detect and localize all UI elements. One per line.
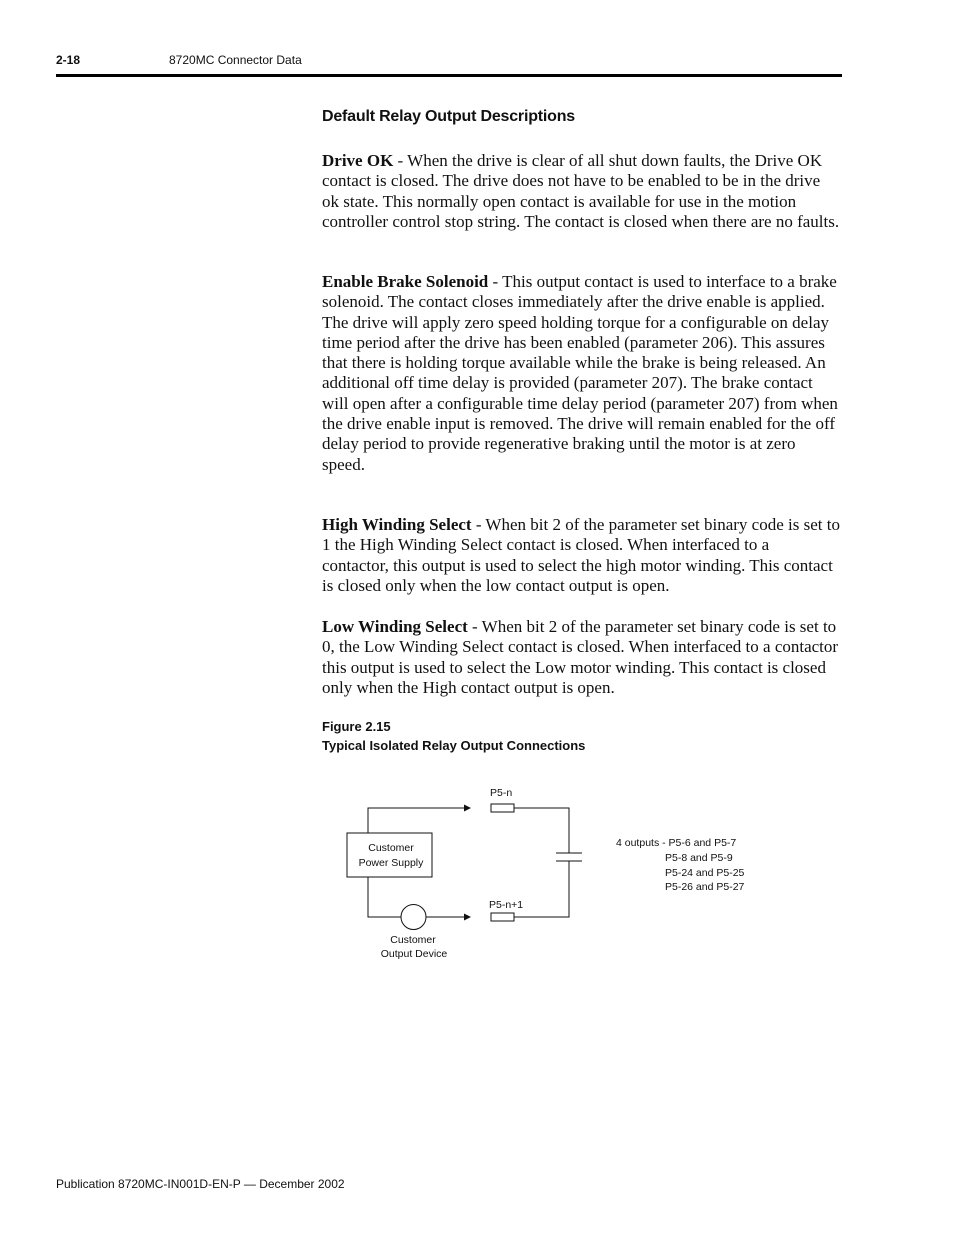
relay-output-diagram bbox=[340, 780, 760, 970]
term-drive-ok: Drive OK bbox=[322, 151, 394, 170]
term-low-winding-select: Low Winding Select bbox=[322, 617, 468, 636]
wire-bottom bbox=[368, 877, 401, 917]
terminal-top-label: P5-n bbox=[490, 787, 513, 799]
arrow-top-icon bbox=[464, 805, 471, 812]
terminal-bottom bbox=[491, 913, 514, 921]
power-supply-label-2: Power Supply bbox=[358, 857, 424, 869]
outputs-label-4: P5-26 and P5-27 bbox=[665, 881, 745, 893]
page-number: 2-18 bbox=[56, 53, 81, 67]
output-device-circle bbox=[401, 905, 426, 930]
arrow-bottom-icon bbox=[464, 914, 471, 921]
outputs-label-3: P5-24 and P5-25 bbox=[665, 867, 745, 879]
running-title: 8720MC Connector Data bbox=[169, 53, 302, 67]
paragraph-drive-ok bbox=[322, 151, 840, 232]
output-device-label-1: Customer bbox=[390, 934, 436, 946]
paragraph-high-winding-select bbox=[322, 515, 840, 596]
term-enable-brake-solenoid: Enable Brake Solenoid bbox=[322, 272, 489, 291]
terminal-bottom-label: P5-n+1 bbox=[489, 899, 524, 911]
section-heading: Default Relay Output Descriptions bbox=[322, 108, 575, 125]
paragraph-low-winding-select bbox=[322, 617, 840, 698]
term-high-winding-select: High Winding Select bbox=[322, 515, 472, 534]
paragraph-text: - When bit 2 of the parameter set binary code is set to 0, the Low Winding Select contact is closed. When interfaced to a contactor this output is used to select the Low motor winding. This contact is closed only when the High contact output is open. bbox=[322, 617, 839, 697]
outputs-label-2: P5-8 and P5-9 bbox=[665, 852, 733, 864]
paragraph-text: - This output contact is used to interface to a brake solenoid. The contact closes immediately after the drive enable is applied. The drive will apply zero speed holding torque for a configurable on delay time period after the drive has been enabled (parameter 206). This assures that there is holding torque available while the brake is being released. An additional off time delay is provided (parameter 207). The brake contact will open after a configurable time delay period (parameter 207) from when the drive enable input is removed. The drive will remain enabled for the off delay period to provide regenerative braking until the motor is at zero speed. bbox=[322, 272, 838, 474]
paragraph-text: - When bit 2 of the parameter set binary code is set to 1 the High Winding Select contact is closed. When interfaced to a contactor, this output is used to select the high motor winding. This contact is closed only when the low contact output is open. bbox=[322, 515, 840, 595]
paragraph-text: - When the drive is clear of all shut down faults, the Drive OK contact is closed. The drive does not have to be enabled to be in the drive ok state. This normally open contact is available for use in the motion controller control stop string. The contact is closed when there are no faults. bbox=[322, 151, 840, 231]
figure-title: Typical Isolated Relay Output Connections bbox=[322, 738, 586, 753]
wire-top bbox=[368, 808, 464, 833]
header-rule bbox=[56, 74, 842, 77]
output-device-label-2: Output Device bbox=[380, 948, 448, 960]
terminal-top bbox=[491, 804, 514, 812]
figure-number: Figure 2.15 bbox=[322, 719, 391, 734]
power-supply-box bbox=[347, 833, 432, 877]
wire-contact-top bbox=[514, 808, 569, 853]
footer-publication: Publication 8720MC-IN001D-EN-P — December 2002 bbox=[56, 1177, 345, 1191]
power-supply-label-1: Customer bbox=[368, 842, 414, 854]
paragraph-enable-brake-solenoid bbox=[322, 272, 840, 475]
outputs-label-1: 4 outputs - P5-6 and P5-7 bbox=[616, 837, 737, 849]
